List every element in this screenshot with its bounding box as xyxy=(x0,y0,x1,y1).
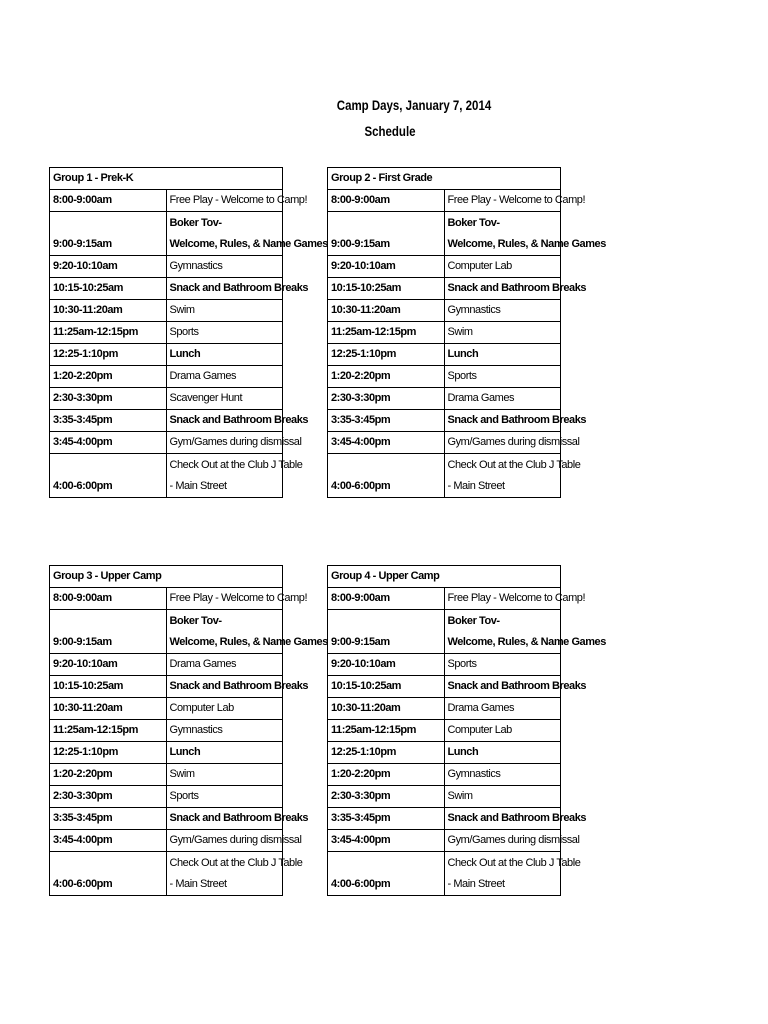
group-header-row xyxy=(328,168,561,190)
activity-cell: Sports xyxy=(166,786,283,808)
activity-cell: Swim xyxy=(444,322,561,344)
activity-cell: Free Play - Welcome to Camp! xyxy=(166,190,283,212)
time-cell: 9:20-10:10am xyxy=(328,654,445,676)
schedule-row xyxy=(50,256,283,278)
activity-cell: Sports xyxy=(166,322,283,344)
time-cell: 4:00-6:00pm xyxy=(328,454,445,498)
schedule-row xyxy=(328,344,561,366)
group-name: Group 1 - Prek-K xyxy=(50,168,167,190)
activity-cell: Gymnastics xyxy=(444,764,561,786)
schedule-row xyxy=(328,256,561,278)
activity-cell: Drama Games xyxy=(166,366,283,388)
time-cell: 8:00-9:00am xyxy=(328,190,445,212)
time-cell: 9:20-10:10am xyxy=(50,256,167,278)
schedule-row xyxy=(328,676,561,698)
schedule-row xyxy=(328,610,561,654)
group-header-empty-cell xyxy=(166,168,283,190)
group-header-empty-cell xyxy=(166,566,283,588)
activity-cell: Computer Lab xyxy=(444,720,561,742)
activity-line-1: Check Out at the Club J Table xyxy=(447,459,581,471)
activity-cell: Computer Lab xyxy=(166,698,283,720)
time-cell: 4:00-6:00pm xyxy=(328,852,445,896)
time-cell: 2:30-3:30pm xyxy=(328,388,445,410)
group-header-row xyxy=(328,566,561,588)
group-name: Group 3 - Upper Camp xyxy=(50,566,167,588)
time-cell: 10:30-11:20am xyxy=(328,698,445,720)
time-cell: 2:30-3:30pm xyxy=(50,786,167,808)
activity-cell: Computer Lab xyxy=(444,256,561,278)
schedule-row xyxy=(328,654,561,676)
activity-line-2: - Main Street xyxy=(447,480,505,492)
activity-cell: Free Play - Welcome to Camp! xyxy=(444,588,561,610)
activity-cell: Snack and Bathroom Breaks xyxy=(444,278,561,300)
time-cell: 12:25-1:10pm xyxy=(50,742,167,764)
activity-cell: Drama Games xyxy=(444,388,561,410)
schedule-row xyxy=(328,212,561,256)
schedule-row xyxy=(328,742,561,764)
schedule-row xyxy=(50,388,283,410)
time-cell: 10:15-10:25am xyxy=(328,676,445,698)
time-cell: 9:20-10:10am xyxy=(50,654,167,676)
schedule-row xyxy=(328,432,561,454)
time-cell: 1:20-2:20pm xyxy=(50,366,167,388)
activity-cell: Drama Games xyxy=(166,654,283,676)
activity-cell: Lunch xyxy=(166,344,283,366)
schedule-row xyxy=(50,852,283,896)
schedule-row xyxy=(328,852,561,896)
time-cell: 11:25am-12:15pm xyxy=(328,322,445,344)
activity-cell: Snack and Bathroom Breaks xyxy=(444,676,561,698)
activity-line-2: - Main Street xyxy=(447,878,505,890)
time-cell: 12:25-1:10pm xyxy=(50,344,167,366)
activity-cell: Snack and Bathroom Breaks xyxy=(166,278,283,300)
schedule-row xyxy=(50,300,283,322)
time-cell: 2:30-3:30pm xyxy=(50,388,167,410)
document-header xyxy=(0,92,768,144)
time-cell: 11:25am-12:15pm xyxy=(50,322,167,344)
activity-cell: Snack and Bathroom Breaks xyxy=(166,676,283,698)
time-cell: 10:15-10:25am xyxy=(50,676,167,698)
schedule-row xyxy=(50,808,283,830)
activity-cell: Gym/Games during dismissal xyxy=(166,830,283,852)
activity-cell: Snack and Bathroom Breaks xyxy=(166,808,283,830)
schedule-row xyxy=(50,742,283,764)
schedule-row xyxy=(50,410,283,432)
time-cell: 4:00-6:00pm xyxy=(50,454,167,498)
schedule-row xyxy=(50,212,283,256)
time-cell: 3:45-4:00pm xyxy=(328,830,445,852)
activity-cell xyxy=(166,610,328,654)
schedule-row xyxy=(50,720,283,742)
activity-cell xyxy=(166,212,328,256)
schedule-row xyxy=(328,808,561,830)
schedule-row xyxy=(328,278,561,300)
time-cell: 3:35-3:45pm xyxy=(50,410,167,432)
schedule-row xyxy=(50,454,283,498)
activity-cell: Gymnastics xyxy=(166,256,283,278)
schedule-row xyxy=(328,366,561,388)
group-header-empty-cell xyxy=(444,168,561,190)
document-subtitle: Schedule xyxy=(364,123,416,139)
schedule-row xyxy=(50,676,283,698)
schedule-row xyxy=(50,322,283,344)
time-cell: 3:35-3:45pm xyxy=(328,410,445,432)
time-cell: 3:45-4:00pm xyxy=(50,432,167,454)
activity-cell: Lunch xyxy=(166,742,283,764)
schedule-row xyxy=(328,388,561,410)
schedule-row xyxy=(328,698,561,720)
activity-cell: Scavenger Hunt xyxy=(166,388,283,410)
time-cell: 12:25-1:10pm xyxy=(328,344,445,366)
schedule-row xyxy=(328,300,561,322)
schedule-row xyxy=(50,698,283,720)
activity-cell xyxy=(166,852,303,896)
activity-cell: Lunch xyxy=(444,742,561,764)
activity-cell xyxy=(444,852,581,896)
activity-cell: Swim xyxy=(444,786,561,808)
time-cell: 4:00-6:00pm xyxy=(50,852,167,896)
activity-cell: Gym/Games during dismissal xyxy=(444,830,561,852)
activity-cell: Gym/Games during dismissal xyxy=(166,432,283,454)
time-cell: 3:35-3:45pm xyxy=(50,808,167,830)
time-cell: 10:15-10:25am xyxy=(328,278,445,300)
schedule-row xyxy=(328,830,561,852)
schedule-row xyxy=(50,786,283,808)
time-cell: 11:25am-12:15pm xyxy=(328,720,445,742)
activity-cell: Gymnastics xyxy=(444,300,561,322)
time-cell: 1:20-2:20pm xyxy=(50,764,167,786)
time-cell: 9:00-9:15am xyxy=(328,610,445,654)
time-cell: 9:00-9:15am xyxy=(328,212,445,256)
schedule-table-group-1 xyxy=(49,167,328,498)
schedule-row xyxy=(328,190,561,212)
time-cell: 10:30-11:20am xyxy=(328,300,445,322)
schedule-row xyxy=(328,322,561,344)
time-cell: 8:00-9:00am xyxy=(50,588,167,610)
time-cell: 3:45-4:00pm xyxy=(328,432,445,454)
activity-line-1: Boker Tov- xyxy=(447,615,500,627)
time-cell: 9:00-9:15am xyxy=(50,212,167,256)
schedule-row xyxy=(328,720,561,742)
schedule-row xyxy=(50,830,283,852)
time-cell: 1:20-2:20pm xyxy=(328,366,445,388)
group-name: Group 4 - Upper Camp xyxy=(328,566,445,588)
activity-cell: Gym/Games during dismissal xyxy=(444,432,561,454)
activity-line-1: Boker Tov- xyxy=(169,217,222,229)
activity-line-2: Welcome, Rules, & Name Games xyxy=(447,636,606,648)
schedule-row xyxy=(328,454,561,498)
activity-cell xyxy=(166,454,303,498)
activity-line-2: - Main Street xyxy=(169,878,227,890)
activity-cell xyxy=(444,212,606,256)
schedule-table-group-4 xyxy=(327,565,606,896)
group-header-row xyxy=(50,168,283,190)
schedule-row xyxy=(50,278,283,300)
schedule-row xyxy=(328,786,561,808)
time-cell: 2:30-3:30pm xyxy=(328,786,445,808)
time-cell: 3:35-3:45pm xyxy=(328,808,445,830)
schedule-row xyxy=(328,764,561,786)
schedule-row xyxy=(50,190,283,212)
time-cell: 9:20-10:10am xyxy=(328,256,445,278)
schedule-table-group-3 xyxy=(49,565,328,896)
activity-cell: Sports xyxy=(444,654,561,676)
activity-cell: Free Play - Welcome to Camp! xyxy=(444,190,561,212)
schedule-row xyxy=(50,610,283,654)
group-header-row xyxy=(50,566,283,588)
activity-line-2: Welcome, Rules, & Name Games xyxy=(169,238,328,250)
activity-cell: Swim xyxy=(166,764,283,786)
schedule-row xyxy=(328,410,561,432)
group-header-empty-cell xyxy=(444,566,561,588)
schedule-row xyxy=(50,764,283,786)
activity-line-1: Check Out at the Club J Table xyxy=(447,857,581,869)
schedule-row xyxy=(50,366,283,388)
time-cell: 10:30-11:20am xyxy=(50,698,167,720)
activity-cell: Lunch xyxy=(444,344,561,366)
schedule-row xyxy=(50,654,283,676)
activity-cell: Sports xyxy=(444,366,561,388)
activity-cell xyxy=(444,454,581,498)
activity-cell: Free Play - Welcome to Camp! xyxy=(166,588,283,610)
time-cell: 12:25-1:10pm xyxy=(328,742,445,764)
schedule-row xyxy=(50,344,283,366)
activity-line-2: - Main Street xyxy=(169,480,227,492)
activity-cell: Swim xyxy=(166,300,283,322)
activity-cell: Gymnastics xyxy=(166,720,283,742)
activity-cell: Snack and Bathroom Breaks xyxy=(444,410,561,432)
activity-line-2: Welcome, Rules, & Name Games xyxy=(447,238,606,250)
activity-line-1: Boker Tov- xyxy=(169,615,222,627)
time-cell: 9:00-9:15am xyxy=(50,610,167,654)
time-cell: 10:30-11:20am xyxy=(50,300,167,322)
activity-line-1: Check Out at the Club J Table xyxy=(169,459,303,471)
schedule-row xyxy=(50,432,283,454)
activity-line-1: Boker Tov- xyxy=(447,217,500,229)
activity-cell: Snack and Bathroom Breaks xyxy=(166,410,283,432)
time-cell: 10:15-10:25am xyxy=(50,278,167,300)
activity-cell: Snack and Bathroom Breaks xyxy=(444,808,561,830)
schedule-table-group-2 xyxy=(327,167,606,498)
schedule-row xyxy=(328,588,561,610)
time-cell: 1:20-2:20pm xyxy=(328,764,445,786)
document-title: Camp Days, January 7, 2014 xyxy=(336,97,492,113)
time-cell: 8:00-9:00am xyxy=(328,588,445,610)
activity-cell xyxy=(444,610,606,654)
activity-line-2: Welcome, Rules, & Name Games xyxy=(169,636,328,648)
activity-cell: Drama Games xyxy=(444,698,561,720)
activity-line-1: Check Out at the Club J Table xyxy=(169,857,303,869)
time-cell: 8:00-9:00am xyxy=(50,190,167,212)
schedule-row xyxy=(50,588,283,610)
group-name: Group 2 - First Grade xyxy=(328,168,445,190)
time-cell: 3:45-4:00pm xyxy=(50,830,167,852)
time-cell: 11:25am-12:15pm xyxy=(50,720,167,742)
